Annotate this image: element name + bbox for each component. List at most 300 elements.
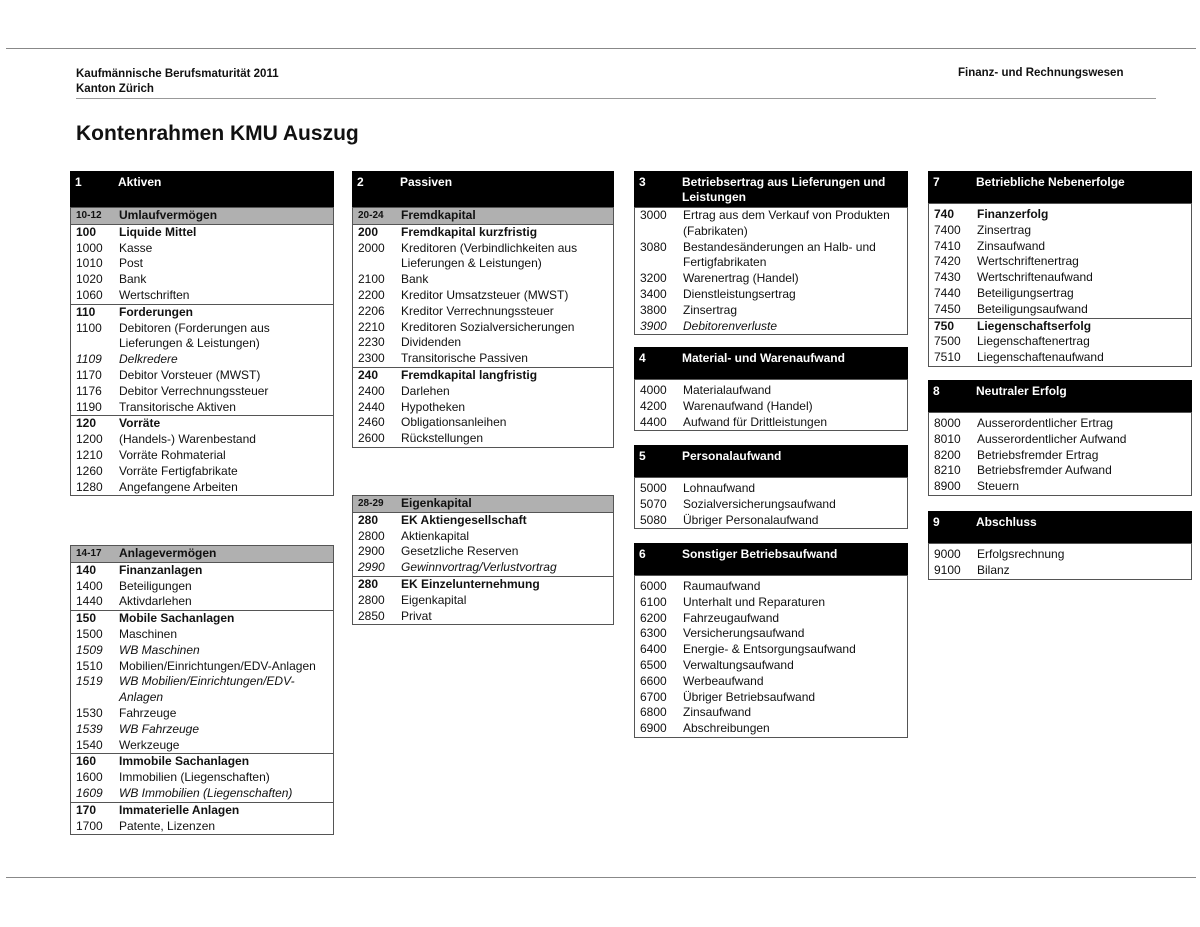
account-code: 14-17 [76, 548, 102, 559]
account-name [977, 416, 1191, 432]
account-name-text: Energie- & Entsorgungsaufwand [683, 642, 856, 657]
account-name [401, 351, 613, 367]
account-row [71, 241, 333, 257]
account-name-text: Dienstleistungsertrag [683, 286, 796, 301]
account-row [635, 271, 907, 287]
account-row [353, 415, 613, 431]
account-row [71, 256, 333, 272]
account-name-text: Aktivdarlehen [119, 594, 192, 609]
account-name-text: Sozialversicherungsaufwand [683, 496, 836, 511]
account-name [683, 690, 907, 706]
account-row [353, 288, 613, 304]
account-name [977, 563, 1191, 579]
account-code: 28-29 [358, 498, 384, 509]
account-row [635, 513, 907, 529]
account-row [71, 579, 333, 595]
account-name [977, 334, 1191, 350]
account-row [353, 351, 613, 367]
account-code: 2200 [358, 287, 385, 302]
page-title: Kontenrahmen KMU Auszug [76, 122, 359, 145]
account-row [71, 722, 333, 738]
account-name-text: Ausserordentlicher Ertrag [977, 416, 1114, 430]
account-code: 1539 [76, 721, 103, 736]
account-name [119, 770, 333, 786]
account-row [929, 463, 1191, 479]
account-name [683, 287, 907, 303]
account-row [71, 610, 333, 627]
account-name [119, 208, 333, 224]
account-code: 3000 [640, 208, 667, 222]
account-name-text: WB Immobilien (Liegenschaften) [119, 785, 293, 800]
account-list [70, 545, 334, 835]
account-name [119, 803, 333, 819]
account-name [977, 319, 1191, 335]
account-code: 2600 [358, 431, 385, 446]
account-name [401, 496, 613, 512]
account-code: 740 [934, 207, 955, 221]
account-name-text: EK Einzelunternehmung [401, 576, 540, 591]
account-name-text: Zinsaufwand [977, 238, 1046, 253]
account-row [635, 287, 907, 303]
account-code: 160 [76, 754, 97, 769]
account-name-text: Liquide Mittel [119, 224, 197, 239]
account-code: 3900 [640, 318, 667, 333]
account-code: 1060 [76, 287, 103, 302]
account-code: 1440 [76, 594, 103, 609]
account-code: 2000 [358, 240, 385, 255]
account-code: 150 [76, 611, 97, 626]
account-code: 3200 [640, 271, 667, 286]
account-row [929, 223, 1191, 239]
account-row [929, 448, 1191, 464]
account-row [635, 497, 907, 513]
account-code: 1190 [76, 399, 102, 414]
account-code: 2100 [358, 272, 385, 287]
account-code: 8010 [934, 431, 961, 446]
account-code: 5070 [640, 496, 667, 511]
block-nebenerfolge [928, 171, 1192, 367]
account-name [401, 415, 613, 431]
account-name-text: Gewinnvortrag/ [401, 560, 483, 575]
block-personalaufwand [634, 445, 908, 529]
account-name-text: Materialaufwand [683, 383, 772, 397]
account-code: 4400 [640, 414, 667, 429]
account-name-text: Versicherungsaufwand [683, 626, 805, 641]
account-name-text: Abschreibungen [683, 721, 770, 736]
account-row [353, 241, 613, 273]
account-name-text: Fremdkapital [401, 208, 476, 222]
document-header-right: Finanz- und Rechnungswesen [958, 67, 1124, 79]
account-row [929, 432, 1191, 448]
account-name [401, 368, 613, 384]
account-name [683, 208, 907, 240]
account-name-text: Kreditoren (Verbindlichkeiten aus Lieferungen & Leistungen) [401, 240, 578, 271]
account-row [635, 705, 907, 721]
account-code: 1109 [76, 352, 102, 367]
account-name [119, 288, 333, 304]
block-header [928, 511, 1192, 543]
account-name-text: Vorräte [119, 416, 161, 431]
account-row [929, 302, 1191, 318]
account-code: 1509 [76, 642, 103, 657]
account-name-text: Zinsertrag [683, 302, 738, 317]
account-name [119, 579, 333, 595]
account-code: 280 [358, 576, 379, 591]
block-header [928, 380, 1192, 412]
account-name [119, 464, 333, 480]
account-name [119, 352, 333, 368]
account-row [635, 415, 907, 431]
account-code: 6500 [640, 657, 667, 672]
account-list [928, 543, 1192, 580]
account-row [635, 481, 907, 497]
account-name [119, 432, 333, 448]
account-name-text: Aufwand für Drittleistungen [683, 414, 828, 429]
account-row [929, 350, 1191, 366]
account-name-text: Ertrag aus dem Verkauf von Produkten (Fabrikaten) [683, 208, 890, 238]
account-row [635, 611, 907, 627]
account-row [929, 563, 1191, 579]
account-name [401, 208, 613, 224]
account-row [71, 627, 333, 643]
account-row [635, 642, 907, 658]
block-number: 6 [639, 547, 646, 561]
account-code: 7440 [934, 285, 961, 300]
account-name-text: Übriger Betriebsaufwand [683, 689, 816, 704]
account-name-text: Betriebsfremder Aufwand [977, 463, 1112, 478]
account-code: 2800 [358, 528, 385, 543]
block-materialaufwand [634, 347, 908, 431]
account-name [401, 513, 613, 529]
account-group-row [353, 496, 613, 513]
account-name-text: Kreditor Verrechnungssteuer [401, 303, 554, 318]
account-name-text: Fremdkapital kurzfristig [401, 224, 538, 239]
account-row [353, 593, 613, 609]
account-name-text: Wertschriften [119, 287, 190, 302]
account-name [119, 738, 333, 754]
block-aktiven [70, 171, 334, 496]
account-name-text: Liegenschaftenertrag [977, 334, 1090, 349]
account-row [929, 318, 1191, 335]
account-name [119, 272, 333, 288]
account-row [635, 208, 907, 240]
account-name [119, 400, 333, 416]
account-name-text: Angefangene Arbeiten [119, 479, 238, 494]
account-name-text: Finanzanlagen [119, 562, 203, 577]
account-row [635, 303, 907, 319]
account-list [352, 207, 614, 448]
account-code: 1519 [76, 674, 103, 689]
account-name-text: Debitorenverluste [683, 318, 778, 333]
account-name-text: Obligationsanleihen [401, 415, 507, 430]
account-code: 6700 [640, 689, 667, 704]
account-row [71, 288, 333, 304]
account-code: 6300 [640, 626, 667, 641]
account-name-text: Vorräte Rohmaterial [119, 447, 226, 462]
account-name-text: Immaterielle Anlagen [119, 802, 240, 817]
block-number: 4 [639, 351, 646, 365]
account-name-text: Verwaltungsaufwand [683, 657, 794, 672]
account-name-text: Betriebsfremder Ertrag [977, 447, 1099, 462]
account-code: 3400 [640, 286, 667, 301]
account-row [635, 674, 907, 690]
account-name [683, 674, 907, 690]
account-row [71, 738, 333, 754]
account-code: 7430 [934, 270, 961, 285]
account-code: 200 [358, 224, 379, 239]
account-row [71, 272, 333, 288]
document-header-left [76, 67, 279, 97]
account-name [119, 480, 333, 496]
account-row [635, 319, 907, 335]
account-code: 6900 [640, 721, 667, 736]
account-code: 110 [76, 304, 96, 319]
account-row [71, 786, 333, 802]
account-list [928, 412, 1192, 496]
account-code: 120 [76, 416, 97, 431]
account-row [635, 690, 907, 706]
account-name [683, 611, 907, 627]
account-name [401, 288, 613, 304]
account-name [401, 384, 613, 400]
account-code: 7450 [934, 301, 961, 316]
account-code: 10-12 [76, 210, 102, 221]
block-header [634, 347, 908, 379]
account-row [71, 432, 333, 448]
account-name [119, 643, 333, 659]
account-list [352, 495, 614, 625]
account-group-row [71, 546, 333, 563]
account-code: 6600 [640, 673, 667, 688]
account-code: 2210 [358, 319, 385, 334]
block-number: 9 [933, 515, 940, 529]
account-name-text: (Handels-) Warenbestand [119, 432, 256, 447]
account-name [977, 448, 1191, 464]
account-name-text: Hypotheken [401, 399, 466, 414]
account-code: 140 [76, 562, 97, 577]
account-row [71, 802, 333, 819]
account-name-text: Kreditor Umsatzsteuer (MWST) [401, 287, 569, 302]
account-code: 7420 [934, 254, 961, 269]
account-code: 280 [358, 512, 379, 527]
block-eigenkapital [352, 495, 614, 625]
account-group-row [353, 208, 613, 225]
account-name [119, 754, 333, 770]
account-row [353, 384, 613, 400]
account-code: 100 [76, 224, 97, 239]
account-code: 3800 [640, 302, 667, 317]
block-title: Material- und Warenaufwand [682, 351, 845, 365]
header-rule [76, 98, 1156, 99]
account-row [929, 334, 1191, 350]
account-row [353, 609, 613, 625]
account-code: 6400 [640, 642, 667, 657]
account-row [71, 352, 333, 368]
account-code: 3080 [640, 239, 667, 254]
account-name-text: Rückstellungen [401, 431, 484, 446]
block-neutraler-erfolg [928, 380, 1192, 496]
account-code: 8000 [934, 416, 961, 430]
account-name [977, 479, 1191, 495]
account-name-text: Warenaufwand (Handel) [683, 398, 813, 413]
account-name-text: Finanzerfolg [977, 207, 1049, 221]
account-name [977, 254, 1191, 270]
account-list [634, 477, 908, 529]
account-name [977, 270, 1191, 286]
account-list [634, 379, 908, 431]
account-name-text: Fahrzeuge [119, 705, 177, 720]
account-row [353, 304, 613, 320]
account-name [119, 448, 333, 464]
account-name [683, 513, 907, 529]
account-name [119, 368, 333, 384]
account-name [977, 547, 1191, 563]
account-name-text: Fremdkapital langfristig [401, 367, 538, 382]
account-code: 2990 [358, 560, 385, 575]
account-name [977, 223, 1191, 239]
account-name-text: Mobilien/Einrichtungen/EDV-Anlagen [119, 658, 316, 673]
account-name [683, 481, 907, 497]
account-name-text: Zinsaufwand [683, 705, 752, 720]
account-row [71, 674, 333, 706]
account-name [683, 721, 907, 737]
account-name-text: Fahrzeugaufwand [683, 610, 780, 625]
account-code: 6000 [640, 579, 667, 593]
account-name [401, 400, 613, 416]
account-name [977, 432, 1191, 448]
account-name [401, 577, 613, 593]
account-name [119, 225, 333, 241]
account-row [929, 547, 1191, 563]
account-code: 4200 [640, 398, 667, 413]
account-name-text: Zinsertrag [977, 222, 1032, 237]
block-header [634, 543, 908, 575]
account-code: 1280 [76, 479, 103, 494]
account-name-text: Darlehen [401, 383, 450, 398]
account-name [683, 319, 907, 335]
account-name-text: Patente, Lizenzen [119, 818, 216, 833]
account-name [683, 399, 907, 415]
account-list [70, 207, 334, 496]
account-row [635, 721, 907, 737]
account-name-text: Liegenschaftenaufwand [977, 350, 1104, 365]
account-name [119, 256, 333, 272]
account-name-text: Privat [401, 608, 432, 623]
account-name-text: Liegenschaftserfolg [977, 318, 1092, 333]
account-name [119, 546, 333, 562]
account-name [119, 241, 333, 257]
account-code: 6200 [640, 610, 667, 625]
account-name-text: Beteiligungen [119, 578, 192, 593]
account-name [683, 642, 907, 658]
account-name-text: Wertschriftenaufwand [977, 270, 1093, 285]
account-name-text: Raumaufwand [683, 579, 761, 593]
account-row [71, 659, 333, 675]
account-name-text: Beteiligungsaufwand [977, 301, 1088, 316]
account-name [401, 320, 613, 336]
account-name [401, 304, 613, 320]
account-name-text: Gesetzliche Reserven [401, 544, 519, 559]
account-code: 2850 [358, 608, 385, 623]
account-code: 1530 [76, 705, 103, 720]
account-code: 5000 [640, 481, 667, 495]
account-code: 20-24 [358, 210, 384, 221]
account-code: 8210 [934, 463, 961, 478]
account-row [71, 321, 333, 353]
account-name-text: Bestandesänderungen an Halb- und Fertigfabrikaten [683, 239, 876, 270]
account-row [353, 335, 613, 351]
account-name [401, 593, 613, 609]
account-name [119, 611, 333, 627]
account-name [119, 305, 333, 321]
block-header [70, 171, 334, 207]
account-name [119, 722, 333, 738]
account-code: 1609 [76, 785, 103, 800]
account-row [635, 240, 907, 272]
account-name [683, 595, 907, 611]
account-name [401, 225, 613, 241]
account-name-text: Mobile Sachanlagen [119, 611, 235, 626]
account-name-text: Aktienkapital [401, 528, 470, 543]
account-name [977, 207, 1191, 223]
account-code: 1700 [76, 818, 103, 833]
account-code: 1400 [76, 578, 103, 593]
account-name-text: EK Aktiengesellschaft [401, 512, 527, 527]
account-row [635, 658, 907, 674]
block-anlagevermoegen [70, 545, 334, 835]
account-name [119, 627, 333, 643]
account-name-text: Immobile Sachanlagen [119, 754, 250, 769]
account-code: 1200 [76, 432, 103, 447]
account-code: 1020 [76, 272, 103, 287]
account-code: 7500 [934, 334, 961, 349]
block-number: 8 [933, 384, 940, 398]
account-code: 170 [76, 802, 97, 817]
block-header [928, 171, 1192, 203]
account-row [635, 626, 907, 642]
account-row [71, 819, 333, 835]
account-name [119, 786, 333, 802]
account-row [353, 431, 613, 447]
account-name [683, 303, 907, 319]
block-number: 2 [357, 175, 364, 189]
account-row [71, 415, 333, 432]
account-row [71, 368, 333, 384]
account-row [929, 270, 1191, 286]
account-row [929, 239, 1191, 255]
account-name-text: Debitor Verrechnungssteuer [119, 383, 269, 398]
account-row [71, 643, 333, 659]
account-name [683, 383, 907, 399]
account-list [634, 207, 908, 335]
account-name [119, 416, 333, 432]
account-name [119, 594, 333, 610]
account-code: 1600 [76, 770, 103, 785]
account-name-text: WB Mobilien/Einrichtungen/EDV-Anlagen [119, 674, 295, 705]
account-name [401, 544, 613, 560]
account-name [119, 819, 333, 835]
account-row [71, 706, 333, 722]
account-row [635, 399, 907, 415]
account-row [71, 563, 333, 579]
account-name-text: Bilanz [977, 562, 1010, 577]
account-row [353, 560, 613, 576]
account-code: 2300 [358, 351, 385, 366]
account-name-text: Umlaufvermögen [119, 208, 218, 222]
account-name-text: Vorräte Fertigfabrikate [119, 463, 238, 478]
account-row [71, 770, 333, 786]
account-name-text: Kasse [119, 240, 153, 255]
